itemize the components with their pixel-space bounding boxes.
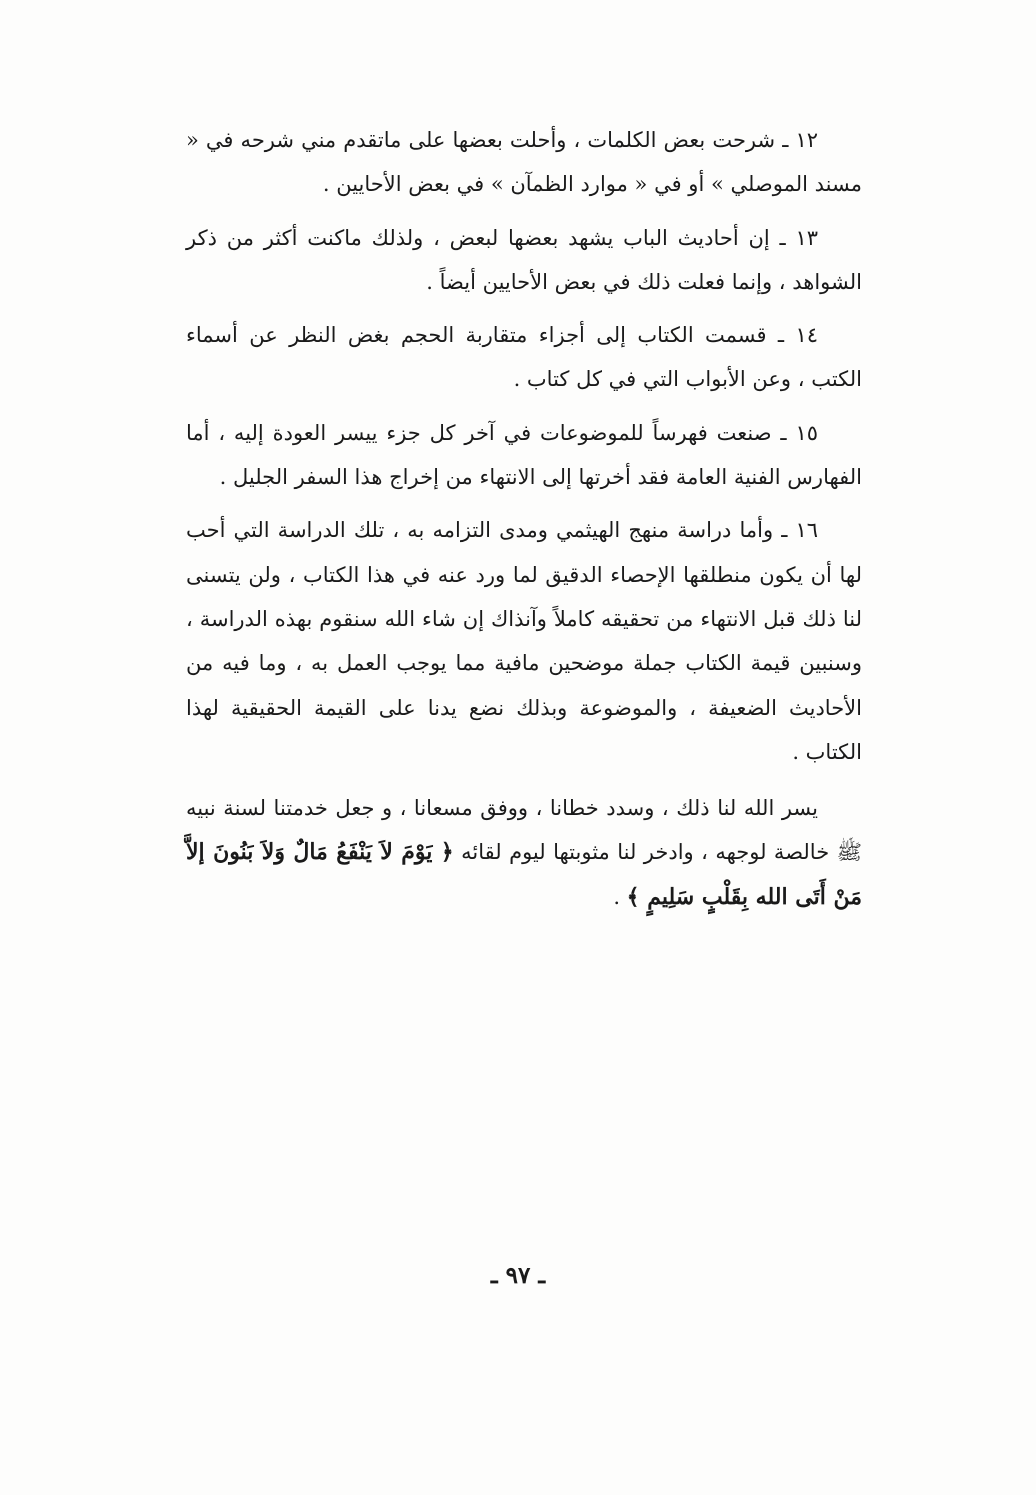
closing-end: . <box>613 884 627 909</box>
closing-text: يسر الله لنا ذلك ، وسدد خطانا ، ووفق مسعانا ، و جعل خدمتنا لسنة نبيه ﷺ خالصة لوجهه ، وادخر لنا مثوبتها ليوم لقائه <box>186 796 862 865</box>
paragraph-16: ١٦ ـ وأما دراسة منهج الهيثمي ومدى التزامه به ، تلك الدراسة التي أحب لها أن يكون منطلقها الإحصاء الدقيق لما ورد عنه في هذا الكتاب ، ولن يتسنى لنا ذلك قبل الانتهاء من تحقيقه كاملاً وآنذاك إن شاء الله سنقوم بهذه الدراسة ، وسنبين قيمة الكتاب جملة موضحين مافية مما يوجب العمل به ، وما فيه من الأحاديث الضعيفة ، والموضوعة وبذلك نضع يدنا على القيمة الحقيقية لهذا الكتاب . <box>186 518 862 764</box>
closing-paragraph <box>186 786 862 919</box>
body-text <box>186 118 862 928</box>
paragraph-15: ١٥ ـ صنعت فهرساً للموضوعات في آخر كل جزء ييسر العودة إليه ، أما الفهارس الفنية العامة فقد أخرتها إلى الانتهاء من إخراج هذا السفر الجليل . <box>186 420 862 490</box>
page-number: ـ ٩٧ ـ <box>490 1262 546 1289</box>
quran-verse: ﴿ يَوْمَ لاَ يَنْفَعُ مَالٌ وَلاَ بَنُونَ إلاَّ مَنْ أَتَى الله بِقَلْبٍ سَلِيمٍ ﴾ <box>186 839 862 910</box>
paragraph-14: ١٤ ـ قسمت الكتاب إلى أجزاء متقاربة الحجم بغض النظر عن أسماء الكتب ، وعن الأبواب التي في كل كتاب . <box>186 323 862 392</box>
paragraph-12: ١٢ ـ شرحت بعض الكلمات ، وأحلت بعضها على ماتقدم مني شرحه في « مسند الموصلي » أو في « موارد الظمآن » في بعض الأحايين . <box>186 128 862 197</box>
paragraph-13: ١٣ ـ إن أحاديث الباب يشهد بعضها لبعض ، ولذلك ماكنت أكثر من ذكر الشواهد ، وإنما فعلت ذلك في بعض الأحايين أيضاً . <box>186 225 862 294</box>
